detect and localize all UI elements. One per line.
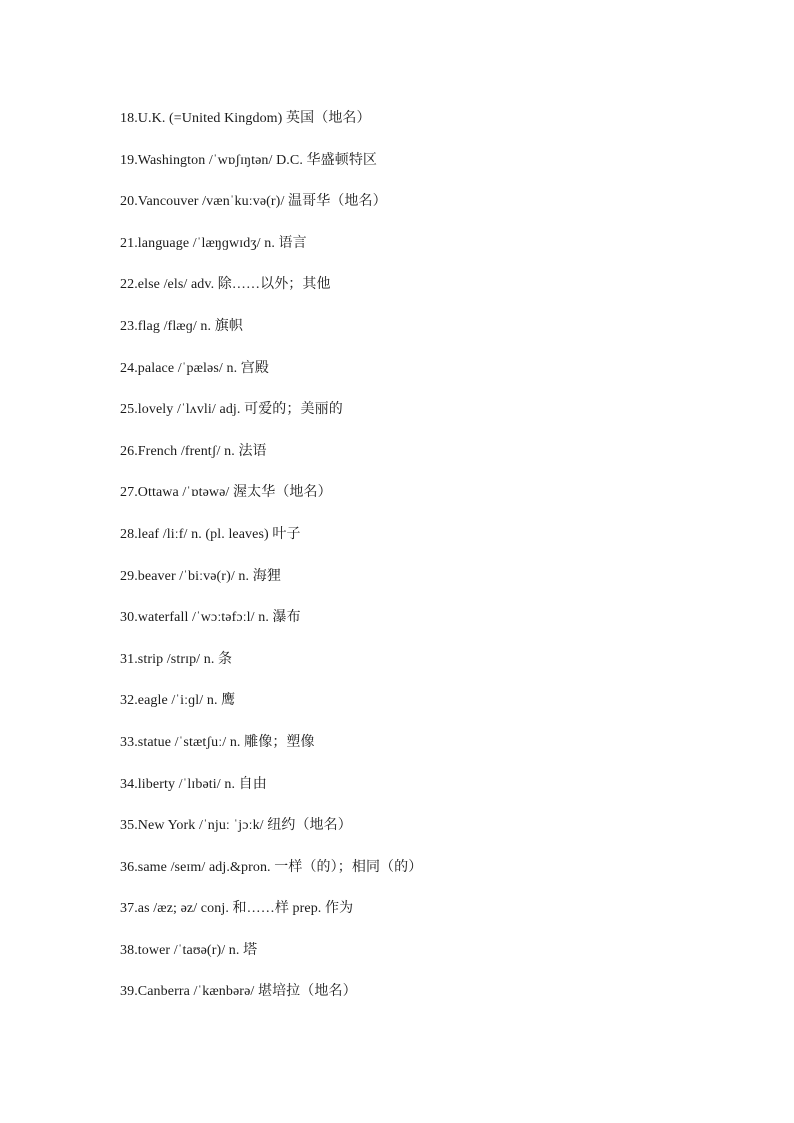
vocab-entry-20: 20.Vancouver /vænˈkuːvə(r)/ 温哥华（地名） — [120, 194, 387, 210]
vocab-entry-38: 38.tower /ˈtaʊə(r)/ n. 塔 — [120, 942, 258, 958]
vocab-entry-30: 30.waterfall /ˈwɔːtəfɔːl/ n. 瀑布 — [120, 610, 301, 626]
vocab-entry-28: 28.leaf /liːf/ n. (pl. leaves) 叶子 — [120, 526, 301, 542]
vocab-entry-22: 22.else /els/ adv. 除……以外；其他 — [120, 277, 331, 293]
vocab-entry-19: 19.Washington /ˈwɒʃɪŋtən/ D.C. 华盛顿特区 — [120, 152, 378, 168]
vocab-entry-25: 25.lovely /ˈlʌvli/ adj. 可爱的；美丽的 — [120, 402, 343, 418]
vocab-entry-18: 18.U.K. (=United Kingdom) 英国（地名） — [120, 111, 371, 126]
vocab-entry-32: 32.eagle /ˈiːɡl/ n. 鹰 — [120, 693, 236, 709]
vocab-entry-36: 36.same /seɪm/ adj.&pron. 一样（的）；相同（的） — [120, 859, 423, 875]
vocab-entry-27: 27.Ottawa /ˈɒtəwə/ 渥太华（地名） — [120, 485, 332, 501]
vocabulary-list — [120, 107, 740, 1022]
vocab-entry-33: 33.statue /ˈstætʃuː/ n. 雕像；塑像 — [120, 734, 315, 750]
vocab-entry-37: 37.as /æz; əz/ conj. 和……样 prep. 作为 — [120, 901, 354, 917]
vocab-entry-35: 35.New York /ˈnjuː ˈjɔːk/ 纽约（地名） — [120, 818, 352, 834]
vocab-entry-24: 24.palace /ˈpæləs/ n. 宫殿 — [120, 360, 269, 376]
vocab-entry-31: 31.strip /strɪp/ n. 条 — [120, 651, 233, 667]
vocab-entry-21: 21.language /ˈlæŋɡwɪdʒ/ n. 语言 — [120, 235, 307, 251]
vocab-entry-26: 26.French /frentʃ/ n. 法语 — [120, 443, 267, 459]
vocab-entry-39: 39.Canberra /ˈkænbərə/ 堪培拉（地名） — [120, 984, 357, 1000]
vocab-entry-29: 29.beaver /ˈbiːvə(r)/ n. 海狸 — [120, 568, 281, 584]
vocab-entry-23: 23.flag /flæɡ/ n. 旗帜 — [120, 318, 243, 334]
vocab-entry-34: 34.liberty /ˈlɪbəti/ n. 自由 — [120, 776, 267, 792]
